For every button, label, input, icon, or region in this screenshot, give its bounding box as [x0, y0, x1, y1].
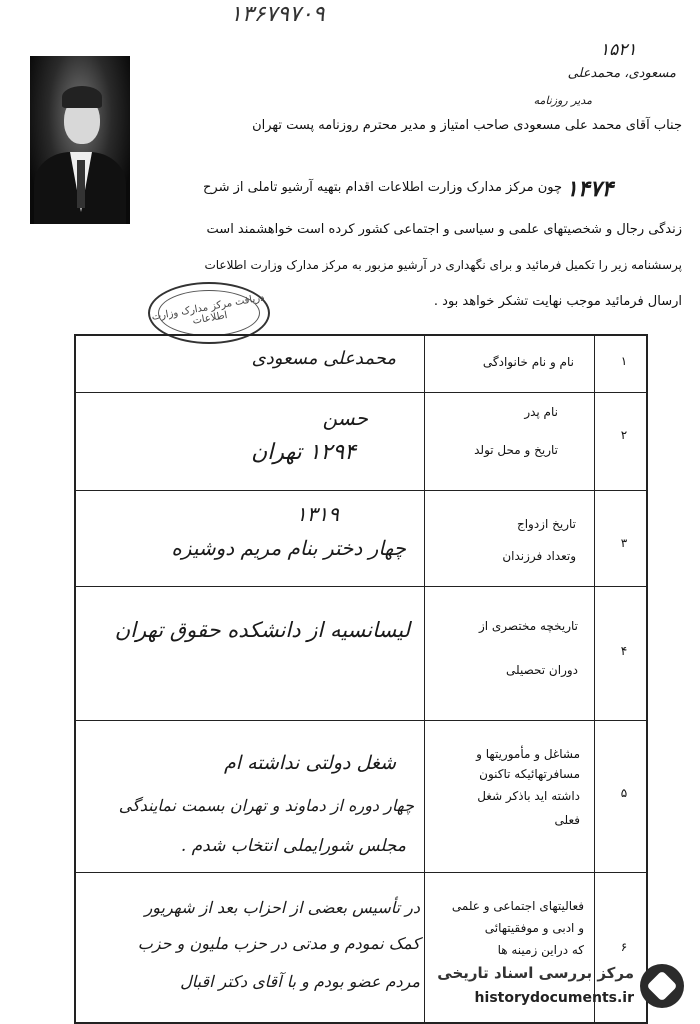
row-label: فعلی [554, 813, 580, 827]
row-divider [76, 586, 646, 587]
row-answer: در تأسیس بعضی از احزاب بعد از شهریور [144, 898, 420, 917]
row-label: که دراین زمینه ها [497, 943, 584, 957]
row-answer: کمک نمودم و مدتی در حزب ملیون و حزب [137, 934, 420, 953]
letter-line-4: ارسال فرمائید موجب نهایت تشکر خواهد بود . [433, 294, 682, 309]
watermark-text: مرکز بررسی اسناد تاریخی [437, 964, 634, 982]
letter-number: ۱۴۷۴ [566, 176, 614, 202]
row-divider [76, 392, 646, 393]
row-number: ۳ [620, 536, 628, 550]
row-label: مشاغل و مأموریتها و [476, 747, 580, 761]
archive-logo-icon [640, 964, 684, 1008]
watermark-url: historydocuments.ir [474, 990, 634, 1006]
letter-line-3: پرسشنامه زیر را تکمیل فرمائید و برای نگهداری در آرشیو مزبور به مرکز مدارک وزارت اطلاعات [204, 258, 682, 272]
row-label: مسافرتهائیکه تاکنون [479, 767, 580, 781]
addressee-name: مسعودی، محمدعلی [567, 66, 676, 81]
row-number: ۵ [620, 786, 628, 800]
row-label: تاریخ ازدواج [516, 517, 576, 531]
row-answer: شغل دولتی نداشته ام [223, 752, 396, 774]
row-divider [76, 720, 646, 721]
document-serial-number: ۱۳۶۷۹۷۰۹ [230, 2, 325, 27]
salutation-line: جناب آقای محمد علی مسعودی صاحب امتیاز و مدیر محترم روزنامه پست تهران [252, 118, 682, 133]
row-label: فعالیتهای اجتماعی و علمی [451, 899, 584, 913]
row-label: وتعداد فرزندان [502, 549, 576, 563]
row-label: نام و نام خانوادگی [482, 355, 574, 369]
row-number: ۲ [620, 428, 628, 442]
row-label: داشته اید باذکر شغل [477, 789, 580, 803]
row-label: تاریخ و محل تولد [474, 443, 558, 457]
row-divider [76, 872, 646, 873]
questionnaire-table [74, 334, 648, 1024]
stamp-text: دریافت مرکز مدارک وزارت اطلاعات [150, 292, 266, 327]
row-answer: مجلس شورایملی انتخاب شدم . [180, 836, 406, 856]
addressee-role: مدیر روزنامه [533, 94, 592, 107]
row-number: ۱ [620, 354, 628, 368]
letter-line-2: زندگی رجال و شخصیتهای علمی و سیاسی و اجتماعی کشور کرده است خواهشمند است [206, 222, 682, 237]
row-label: تاریخچه مختصری از [478, 619, 578, 633]
row-answer: محمدعلی مسعودی [251, 348, 396, 369]
row-answer: چهار دوره از دماوند و تهران بسمت نمایندگی [118, 796, 414, 815]
row-answer: حسن [322, 406, 368, 430]
row-answer: لیسانسیه از دانشکده حقوق تهران [114, 618, 410, 642]
reference-number: ۱۵۲۱ [600, 40, 637, 60]
row-answer: چهار دختر بنام مریم دوشیزه [171, 536, 406, 560]
row-label: دوران تحصیلی [506, 663, 578, 677]
history-documents-watermark [420, 960, 690, 1018]
row-answer: مردم عضو بودم و با آقای دکتر اقبال [180, 972, 420, 991]
row-label: نام پدر [524, 405, 558, 419]
row-answer: ۱۳۱۹ [296, 502, 339, 526]
row-answer: ۱۲۹۴ تهران [251, 440, 356, 465]
row-number: ۴ [620, 644, 628, 658]
portrait-photo [30, 56, 130, 224]
row-divider [76, 490, 646, 491]
letter-line-1: چون مرکز مدارک وزارت اطلاعات اقدام بتهیه آرشیو تاملی از شرح [203, 180, 562, 195]
row-label: و ادبی و موفقیتهائی [484, 921, 584, 935]
column-divider-number [594, 336, 595, 1022]
row-number: ۶ [620, 940, 628, 954]
